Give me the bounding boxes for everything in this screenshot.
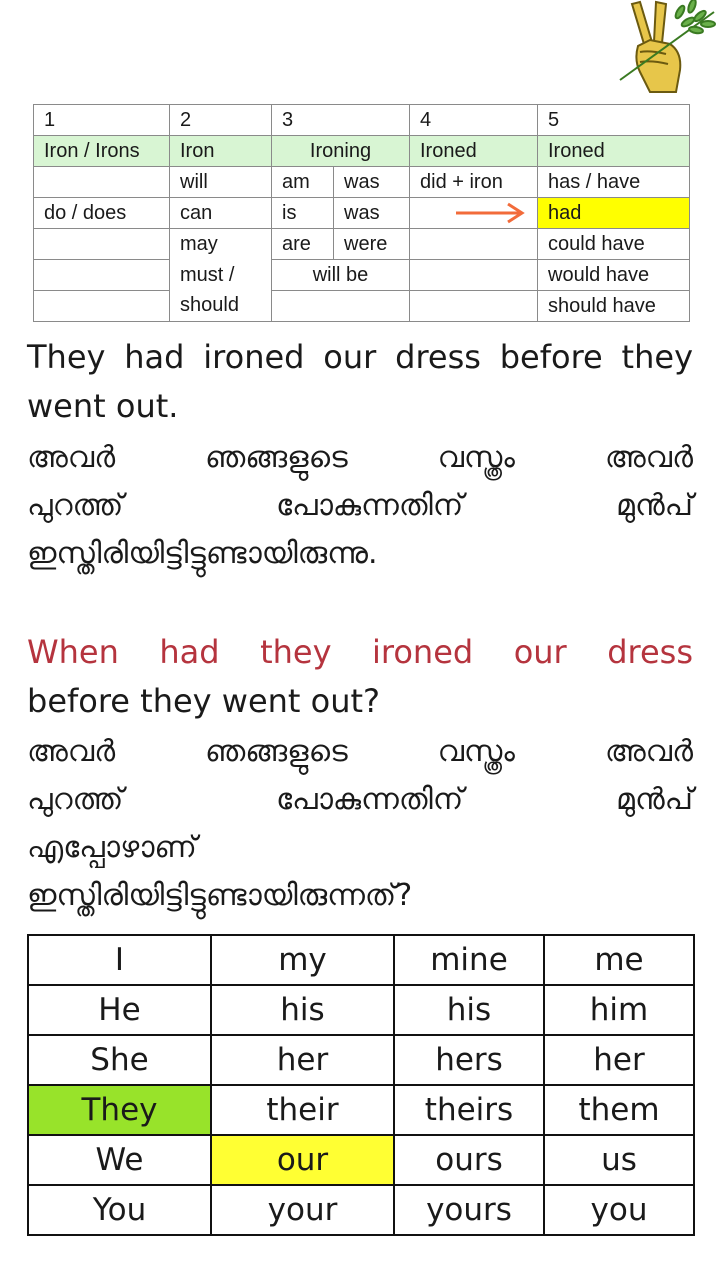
pronoun-cell: me <box>544 935 694 985</box>
right-arrow-icon <box>454 202 526 224</box>
verb-cell: was <box>334 198 410 229</box>
pronoun-cell-highlight: our <box>211 1135 394 1185</box>
malayalam-word: അവർ <box>604 440 693 475</box>
verb-table-row <box>34 198 690 229</box>
pronoun-row <box>28 1135 694 1185</box>
verb-cell: will <box>170 167 272 198</box>
victory-hand-olive-branch-icon <box>610 0 720 100</box>
pronoun-cell: I <box>28 935 211 985</box>
pronoun-cell: yours <box>394 1185 544 1235</box>
pronoun-row <box>28 1085 694 1135</box>
verb-cell: do / does <box>34 198 170 229</box>
malayalam-word: ഞങ്ങളുടെ <box>205 440 348 475</box>
malayalam-word: പോകുന്നതിന് <box>276 782 464 817</box>
verb-cell <box>410 291 538 322</box>
malayalam-word: പോകുന്നതിന് <box>276 488 464 523</box>
verb-cell: is <box>272 198 334 229</box>
pronoun-cell: their <box>211 1085 394 1135</box>
verb-header-cell: 1 <box>34 105 170 136</box>
verb-header-cell: 2 <box>170 105 272 136</box>
verb-cell: can <box>170 198 272 229</box>
verb-cell: should have <box>538 291 690 322</box>
verb-forms-row <box>34 136 690 167</box>
pronoun-cell: You <box>28 1185 211 1235</box>
verb-cell <box>410 260 538 291</box>
pronoun-cell: mine <box>394 935 544 985</box>
question-word: had <box>159 633 220 671</box>
verb-cell <box>34 167 170 198</box>
pronoun-cell: his <box>211 985 394 1035</box>
pronoun-cell: them <box>544 1085 694 1135</box>
verb-cell: may <box>170 229 272 260</box>
malayalam-word: ഇസ്തിരിയിട്ടിട്ടുണ്ടായിരുന്നു. <box>27 536 378 571</box>
pronoun-cell: She <box>28 1035 211 1085</box>
verb-form-cell: Ironed <box>538 136 690 167</box>
malayalam-word: അവർ <box>604 734 693 769</box>
malayalam-word: ഞങ്ങളുടെ <box>205 734 348 769</box>
malayalam-word: ഇസ്തിരിയിട്ടിട്ടുണ്ടായിരുന്നത്? <box>27 878 413 913</box>
verb-form-cell: Iron / Irons <box>34 136 170 167</box>
verb-table-row <box>34 167 690 198</box>
verb-cell <box>34 229 170 260</box>
malayalam-line <box>27 824 693 872</box>
pronoun-row <box>28 1185 694 1235</box>
malayalam-word: പുറത്ത് <box>27 488 124 523</box>
verb-header-cell: 3 <box>272 105 410 136</box>
verb-table-header-row <box>34 105 690 136</box>
malayalam-line <box>27 872 693 920</box>
verb-cell-highlight: had <box>538 198 690 229</box>
pronoun-cell: your <box>211 1185 394 1235</box>
verb-header-cell: 5 <box>538 105 690 136</box>
verb-cell <box>34 260 170 291</box>
malayalam-word: മുൻപ് <box>615 488 693 523</box>
verb-cell <box>272 291 410 322</box>
pronoun-cell: him <box>544 985 694 1035</box>
verb-cell: could have <box>538 229 690 260</box>
malayalam-line <box>27 728 693 776</box>
verb-cell: should <box>170 291 272 322</box>
malayalam-word: വസ്ത്രം <box>437 734 515 769</box>
verb-table-row <box>34 229 690 260</box>
statement-malayalam <box>27 434 693 578</box>
verb-cell: will be <box>272 260 410 291</box>
verb-form-cell: Iron <box>170 136 272 167</box>
verb-forms-table <box>33 104 690 322</box>
verb-table-row <box>34 260 690 291</box>
pronoun-row <box>28 935 694 985</box>
question-malayalam <box>27 728 693 920</box>
pronoun-cell: theirs <box>394 1085 544 1135</box>
malayalam-line <box>27 776 693 824</box>
pronoun-row <box>28 1035 694 1085</box>
verb-cell: were <box>334 229 410 260</box>
pronoun-table <box>27 934 695 1236</box>
pronoun-cell: you <box>544 1185 694 1235</box>
pronoun-cell: his <box>394 985 544 1035</box>
question-rest: before they went out? <box>27 682 381 720</box>
pronoun-cell: hers <box>394 1035 544 1085</box>
verb-cell: was <box>334 167 410 198</box>
verb-cell <box>410 229 538 260</box>
verb-cell: has / have <box>538 167 690 198</box>
malayalam-line <box>27 530 693 578</box>
verb-cell: must / <box>170 260 272 291</box>
verb-header-cell: 4 <box>410 105 538 136</box>
verb-form-cell: Ironed <box>410 136 538 167</box>
statement-english: They had ironed our dress before they went out. <box>27 338 693 425</box>
question-word: When <box>27 633 119 671</box>
malayalam-word: എപ്പോഴാണ് <box>27 830 197 865</box>
question-red-line <box>27 628 693 677</box>
malayalam-line <box>27 482 693 530</box>
question-word: our <box>513 633 567 671</box>
malayalam-word: അവർ <box>27 734 116 769</box>
pronoun-cell: us <box>544 1135 694 1185</box>
pronoun-cell: her <box>544 1035 694 1085</box>
verb-cell <box>34 291 170 322</box>
question-word: dress <box>607 633 693 671</box>
verb-cell: are <box>272 229 334 260</box>
pronoun-cell: He <box>28 985 211 1035</box>
pronoun-row <box>28 985 694 1035</box>
malayalam-word: പുറത്ത് <box>27 782 124 817</box>
question-word: they <box>260 633 332 671</box>
verb-form-cell: Ironing <box>272 136 410 167</box>
malayalam-line <box>27 434 693 482</box>
pronoun-cell: her <box>211 1035 394 1085</box>
verb-cell: would have <box>538 260 690 291</box>
malayalam-word: അവർ <box>27 440 116 475</box>
pronoun-cell: ours <box>394 1135 544 1185</box>
verb-cell: am <box>272 167 334 198</box>
verb-table-row <box>34 291 690 322</box>
question-english <box>27 628 693 726</box>
pronoun-cell-highlight: They <box>28 1085 211 1135</box>
pronoun-cell: my <box>211 935 394 985</box>
verb-cell: did + iron <box>410 167 538 198</box>
question-word: ironed <box>372 633 474 671</box>
pronoun-cell: We <box>28 1135 211 1185</box>
malayalam-word: വസ്ത്രം <box>437 440 515 475</box>
malayalam-word: മുൻപ് <box>615 782 693 817</box>
